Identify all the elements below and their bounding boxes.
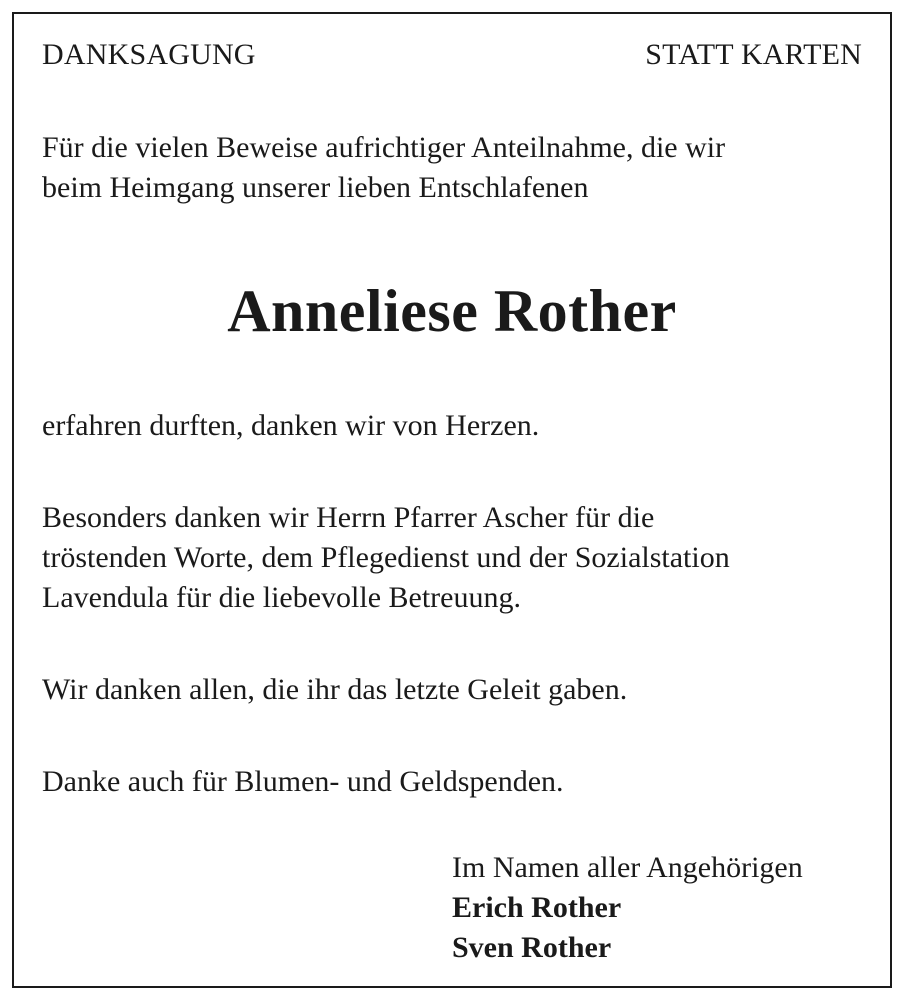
deceased-name: Anneliese Rother [227,278,677,344]
header-statt-karten: STATT KARTEN [645,38,862,71]
signer-name: Erich Rother [452,891,622,924]
thanks-paragraph [42,406,872,446]
intro-paragraph [42,128,872,208]
notice-header [42,38,862,78]
obituary-notice [12,12,892,988]
donations-thanks-line: Danke auch für Blumen- und Geldspenden. [42,765,564,798]
intro-line-2: beim Heimgang unserer lieben Entschlafenen [42,171,589,204]
escort-thanks-line: Wir danken allen, die ihr das letzte Geleit gaben. [42,673,628,706]
signature-intro: Im Namen aller Angehörigen [452,851,803,884]
signer-name: Sven Rother [452,931,612,964]
donations-thanks-paragraph [42,762,872,802]
special-thanks-line-1: Besonders danken wir Herrn Pfarrer Ascher für die [42,501,655,534]
escort-thanks-paragraph [42,670,872,710]
special-thanks-line-3: Lavendula für die liebevolle Betreuung. [42,581,521,614]
signature-block [452,848,803,968]
intro-line-1: Für die vielen Beweise aufrichtiger Anteilnahme, die wir [42,131,726,164]
special-thanks-line-2: tröstenden Worte, dem Pflegedienst und der Sozialstation [42,541,730,574]
special-thanks-paragraph [42,498,872,618]
header-danksagung: DANKSAGUNG [42,38,256,71]
thanks-line: erfahren durften, danken wir von Herzen. [42,409,540,442]
